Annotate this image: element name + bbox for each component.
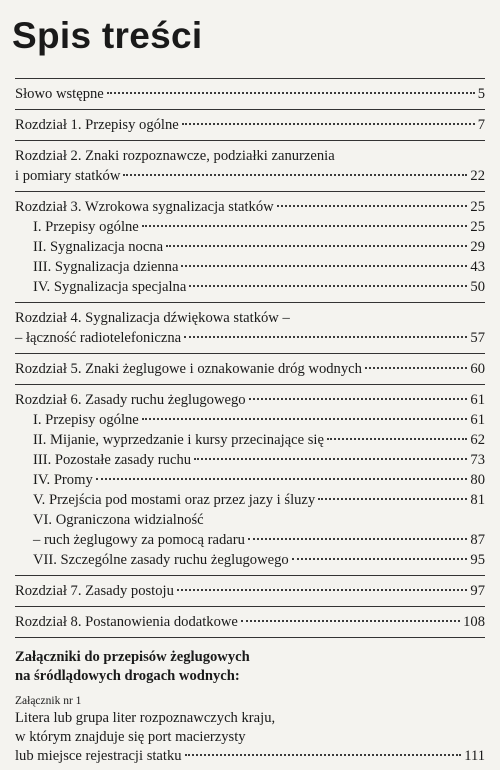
- toc-entry-chapter-4: [15, 303, 485, 353]
- toc-entry-chapter-3: [15, 192, 485, 302]
- toc-entry-label: – łączność radiotelefoniczna: [15, 330, 182, 346]
- dot-leader: [248, 537, 467, 540]
- toc-page-number: 73: [470, 452, 485, 468]
- toc-page-number: 61: [470, 412, 485, 428]
- toc-page-number: 57: [470, 330, 485, 346]
- toc-page-number: 50: [470, 279, 485, 295]
- dot-leader: [96, 477, 468, 480]
- dot-leader: [181, 264, 467, 267]
- toc-entry-label: VII. Szczególne zasady ruchu żeglugowego: [33, 552, 289, 568]
- toc-subentry: [15, 450, 485, 470]
- toc-page-number: 29: [470, 239, 485, 255]
- dot-leader: [277, 204, 468, 207]
- annex-entry-line: Litera lub grupa liter rozpoznawczych kraju,: [15, 710, 276, 726]
- toc-entry-label: Rozdział 1. Przepisy ogólne: [15, 117, 179, 133]
- toc-entry-chapter-7: [15, 576, 485, 606]
- dot-leader: [107, 91, 475, 94]
- dot-leader: [249, 397, 468, 400]
- dot-leader: [142, 224, 468, 227]
- dot-leader: [177, 588, 468, 591]
- toc-entry-label-line: Rozdział 2. Znaki rozpoznawcze, podziałki zanurzenia: [15, 148, 335, 164]
- toc-entry-label: i pomiary statków: [15, 168, 121, 184]
- toc-page-number: 25: [470, 199, 485, 215]
- toc-entry-label: II. Mijanie, wyprzedzanie i kursy przecinające się: [33, 432, 324, 448]
- toc-subentry: [15, 490, 485, 510]
- toc-page-number: 97: [470, 583, 485, 599]
- toc-entry-label: Rozdział 5. Znaki żeglugowe i oznakowanie dróg wodnych: [15, 361, 362, 377]
- dot-leader: [142, 417, 468, 420]
- dot-leader: [189, 284, 467, 287]
- toc-entry-label: III. Sygnalizacja dzienna: [33, 259, 179, 275]
- dot-leader: [365, 366, 468, 369]
- table-of-contents: [15, 78, 485, 766]
- toc-entry-label: V. Przejścia pod mostami oraz przez jazy i śluzy: [33, 492, 316, 508]
- toc-subentry: [15, 430, 485, 450]
- annex-number: Załącznik nr 1: [15, 695, 82, 707]
- dot-leader: [184, 335, 467, 338]
- toc-page-number: 60: [470, 361, 485, 377]
- toc-subentry: [15, 257, 485, 277]
- annexes-heading-line: na śródlądowych drogach wodnych:: [15, 668, 240, 684]
- toc-entry-label: Rozdział 7. Zasady postoju: [15, 583, 174, 599]
- toc-entry-label-line: VI. Ograniczona widzialność: [33, 512, 204, 528]
- toc-subentry: [15, 237, 485, 257]
- toc-entry-label: III. Pozostałe zasady ruchu: [33, 452, 192, 468]
- toc-entry-chapter-1: [15, 110, 485, 140]
- toc-page-number: 62: [470, 432, 485, 448]
- toc-page-number: 25: [470, 219, 485, 235]
- toc-subentry: [15, 217, 485, 237]
- toc-subentry: [15, 530, 485, 550]
- toc-subentry: [15, 277, 485, 297]
- annex-entry-line: w którym znajduje się port macierzysty: [15, 729, 246, 745]
- dot-leader: [292, 557, 468, 560]
- toc-entry-chapter-8: [15, 607, 485, 637]
- toc-entry-label: Rozdział 3. Wzrokowa sygnalizacja statków: [15, 199, 274, 215]
- dot-leader: [318, 497, 467, 500]
- toc-entry-label: II. Sygnalizacja nocna: [33, 239, 164, 255]
- dot-leader: [194, 457, 467, 460]
- toc-entry-label: IV. Sygnalizacja specjalna: [33, 279, 187, 295]
- toc-page-number: 95: [470, 552, 485, 568]
- toc-page-number: 87: [470, 532, 485, 548]
- divider: [15, 637, 485, 638]
- toc-page-number: 7: [477, 117, 485, 133]
- toc-entry-chapter-2: [15, 141, 485, 191]
- toc-entry-foreword: [15, 79, 485, 109]
- toc-page-number: 22: [470, 168, 485, 184]
- toc-entry-chapter-6: [15, 385, 485, 575]
- annexes-heading: [15, 648, 485, 686]
- toc-subentry: [15, 550, 485, 570]
- toc-entry-label: Słowo wstępne: [15, 86, 104, 102]
- toc-entry-label: Rozdział 6. Zasady ruchu żeglugowego: [15, 392, 246, 408]
- toc-subentry: [15, 470, 485, 490]
- toc-entry-label-line: Rozdział 4. Sygnalizacja dźwiękowa statków –: [15, 310, 290, 326]
- toc-page-number: 108: [463, 614, 485, 630]
- annex-entry: [15, 709, 485, 766]
- page-title: Spis treści: [12, 15, 203, 56]
- dot-leader: [166, 244, 467, 247]
- toc-entry-label: I. Przepisy ogólne: [33, 219, 139, 235]
- toc-entry-label: I. Przepisy ogólne: [33, 412, 139, 428]
- toc-entry-label: IV. Promy: [33, 472, 93, 488]
- annexes-heading-line: Załączniki do przepisów żeglugowych: [15, 649, 250, 665]
- toc-entry-label: Rozdział 8. Postanowienia dodatkowe: [15, 614, 238, 630]
- toc-page-number: 80: [470, 472, 485, 488]
- toc-entry-chapter-5: [15, 354, 485, 384]
- toc-page-number: 61: [470, 392, 485, 408]
- toc-entry-label: lub miejsce rejestracji statku: [15, 748, 182, 764]
- dot-leader: [182, 122, 475, 125]
- dot-leader: [241, 619, 460, 622]
- toc-page-number: 111: [464, 748, 485, 764]
- dot-leader: [185, 753, 462, 756]
- toc-entry-label: – ruch żeglugowy za pomocą radaru: [33, 532, 245, 548]
- dot-leader: [123, 173, 467, 176]
- toc-subentry: [15, 410, 485, 430]
- toc-page-number: 43: [470, 259, 485, 275]
- toc-page-number: 81: [470, 492, 485, 508]
- toc-page-number: 5: [477, 86, 485, 102]
- dot-leader: [327, 437, 467, 440]
